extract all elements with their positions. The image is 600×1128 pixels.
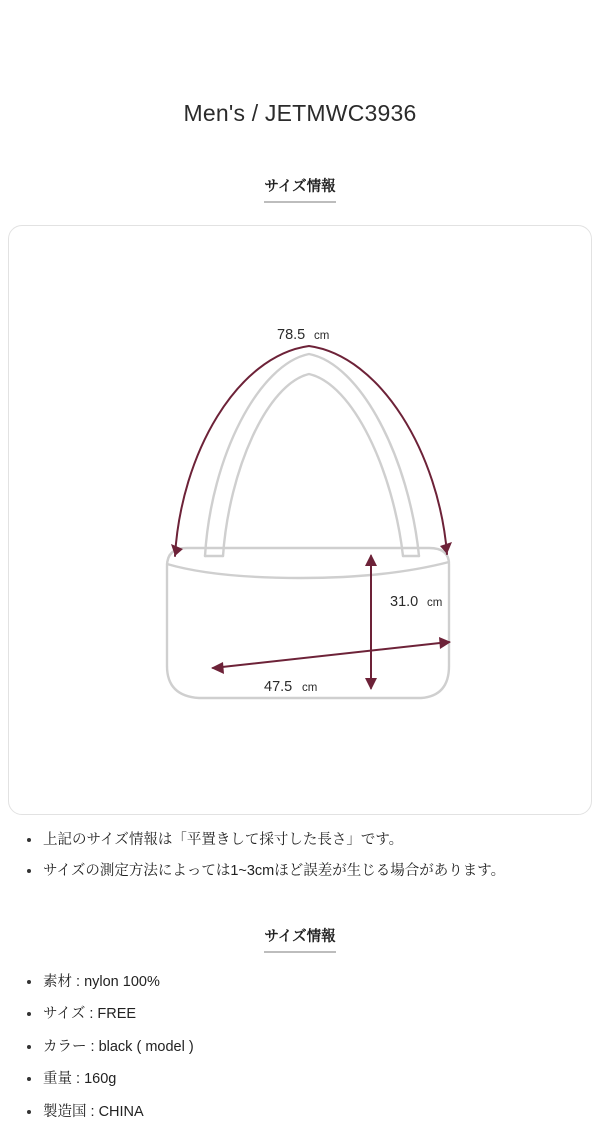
measure-width-value: 47.5 (264, 679, 293, 695)
measure-height-value: 31.0 (390, 594, 419, 610)
size-info-heading (0, 175, 600, 203)
list-item: サイズ : FREE (26, 1003, 582, 1025)
size-diagram-card (8, 225, 592, 815)
measure-width-unit: cm (302, 682, 318, 694)
list-item: 上記のサイズ情報は「平置きして採寸した長さ」です。 (26, 829, 582, 851)
list-item: 重量 : 160g (26, 1068, 582, 1090)
page-title: Men's / JETMWC3936 (183, 100, 417, 126)
size-notes-list (0, 829, 600, 883)
spec-info-heading-label: サイズ情報 (264, 925, 335, 953)
bag-size-diagram (9, 226, 593, 814)
spec-info-heading (0, 925, 600, 953)
size-info-heading-wrapper (0, 175, 600, 203)
measure-strap-drop (171, 327, 452, 556)
list-item: カラー : black ( model ) (26, 1036, 582, 1058)
measure-strap-drop-value: 78.5 (277, 327, 306, 343)
measure-width (211, 637, 451, 695)
list-item: サイズの測定方法によっては1~3cmほど誤差が生じる場合があります。 (26, 860, 582, 882)
list-item: 製造国 : CHINA (26, 1101, 582, 1123)
spec-info-heading-wrapper (0, 925, 600, 953)
bag-body-outline (167, 548, 449, 698)
size-info-heading-label: サイズ情報 (264, 175, 335, 203)
measure-strap-drop-unit: cm (314, 330, 330, 342)
bag-strap-outline (205, 354, 419, 556)
spec-list (0, 971, 600, 1123)
list-item: 素材 : nylon 100% (26, 971, 582, 993)
measure-height-unit: cm (427, 597, 443, 609)
